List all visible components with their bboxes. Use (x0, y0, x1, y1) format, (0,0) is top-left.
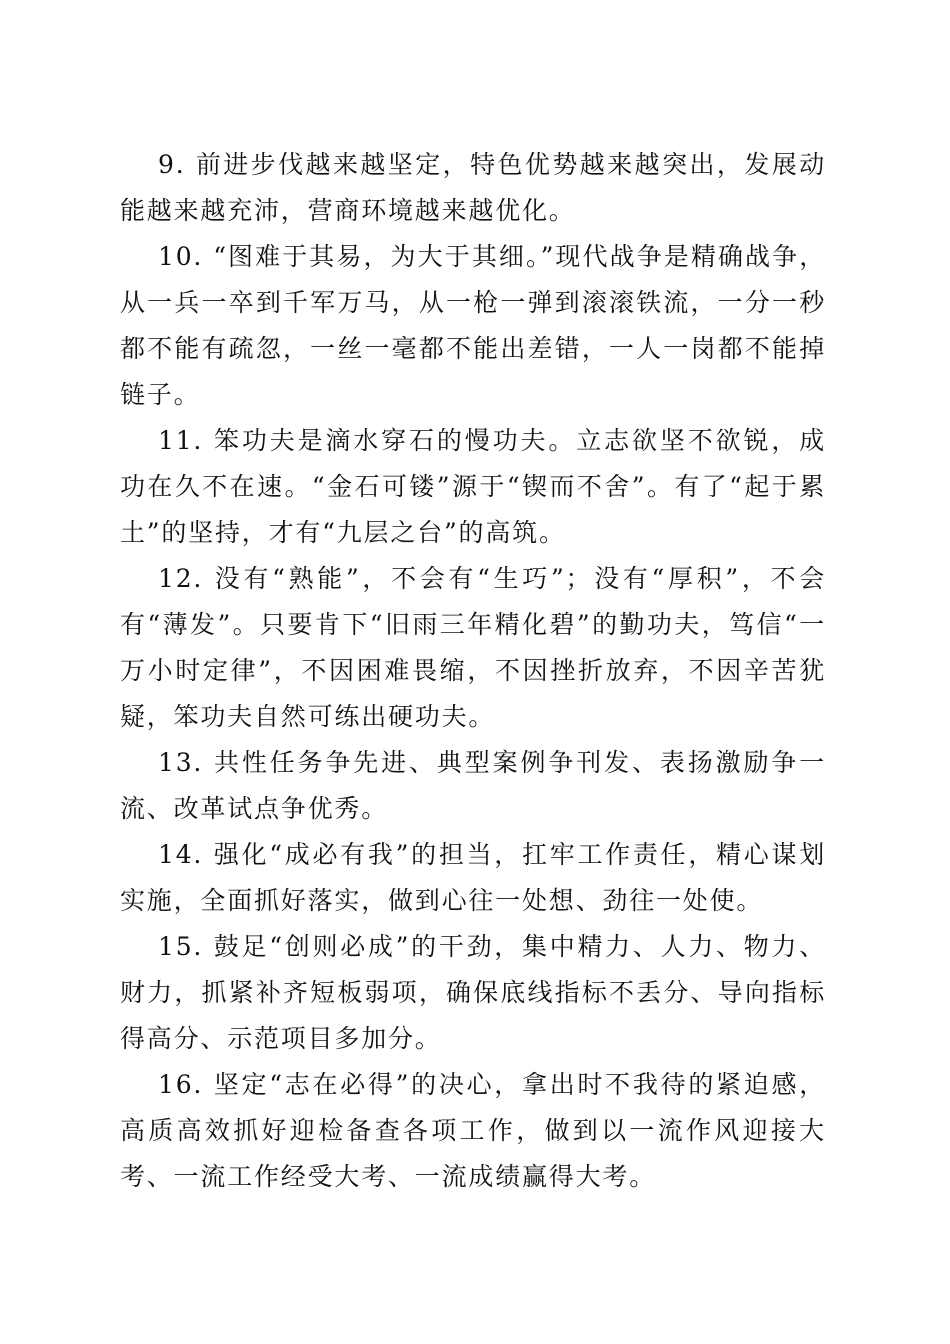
paragraph-16: 16. 坚定“志在必得”的决心，拿出时不我待的紧迫感，高质高效抓好迎检备查各项工作，做到以一流作风迎接大考、一流工作经受大考、一流成绩赢得大考。 (120, 1070, 826, 1191)
document-body (120, 142, 826, 1200)
paragraph-13: 13. 共性任务争先进、典型案例争刊发、表扬激励争一流、改革试点争优秀。 (120, 748, 826, 823)
paragraph-11: 11. 笨功夫是滴水穿石的慢功夫。立志欲坚不欲锐，成功在久不在速。“金石可镂”源于“锲而不舍”。有了“起于累土”的坚持，才有“九层之台”的高筑。 (120, 426, 826, 547)
paragraph-12: 12. 没有“熟能”，不会有“生巧”；没有“厚积”，不会有“薄发”。只要肯下“旧雨三年精化碧”的勤功夫，笃信“一万小时定律”，不因困难畏缩，不因挫折放弃，不因辛苦犹疑，笨功夫自然可练出硬功夫。 (120, 564, 826, 731)
paragraph-15: 15. 鼓足“创则必成”的干劲，集中精力、人力、物力、财力，抓紧补齐短板弱项，确保底线指标不丢分、导向指标得高分、示范项目多加分。 (120, 932, 826, 1053)
paragraph-10: 10. “图难于其易，为大于其细。”现代战争是精确战争，从一兵一卒到千军万马，从一枪一弹到滚滚铁流，一分一秒都不能有疏忽，一丝一毫都不能出差错，一人一岗都不能掉链子。 (120, 242, 826, 409)
paragraph-14: 14. 强化“成必有我”的担当，扛牢工作责任，精心谋划实施，全面抓好落实，做到心往一处想、劲往一处使。 (120, 840, 826, 915)
paragraph-9: 9. 前进步伐越来越坚定，特色优势越来越突出，发展动能越来越充沛，营商环境越来越优化。 (120, 150, 826, 225)
